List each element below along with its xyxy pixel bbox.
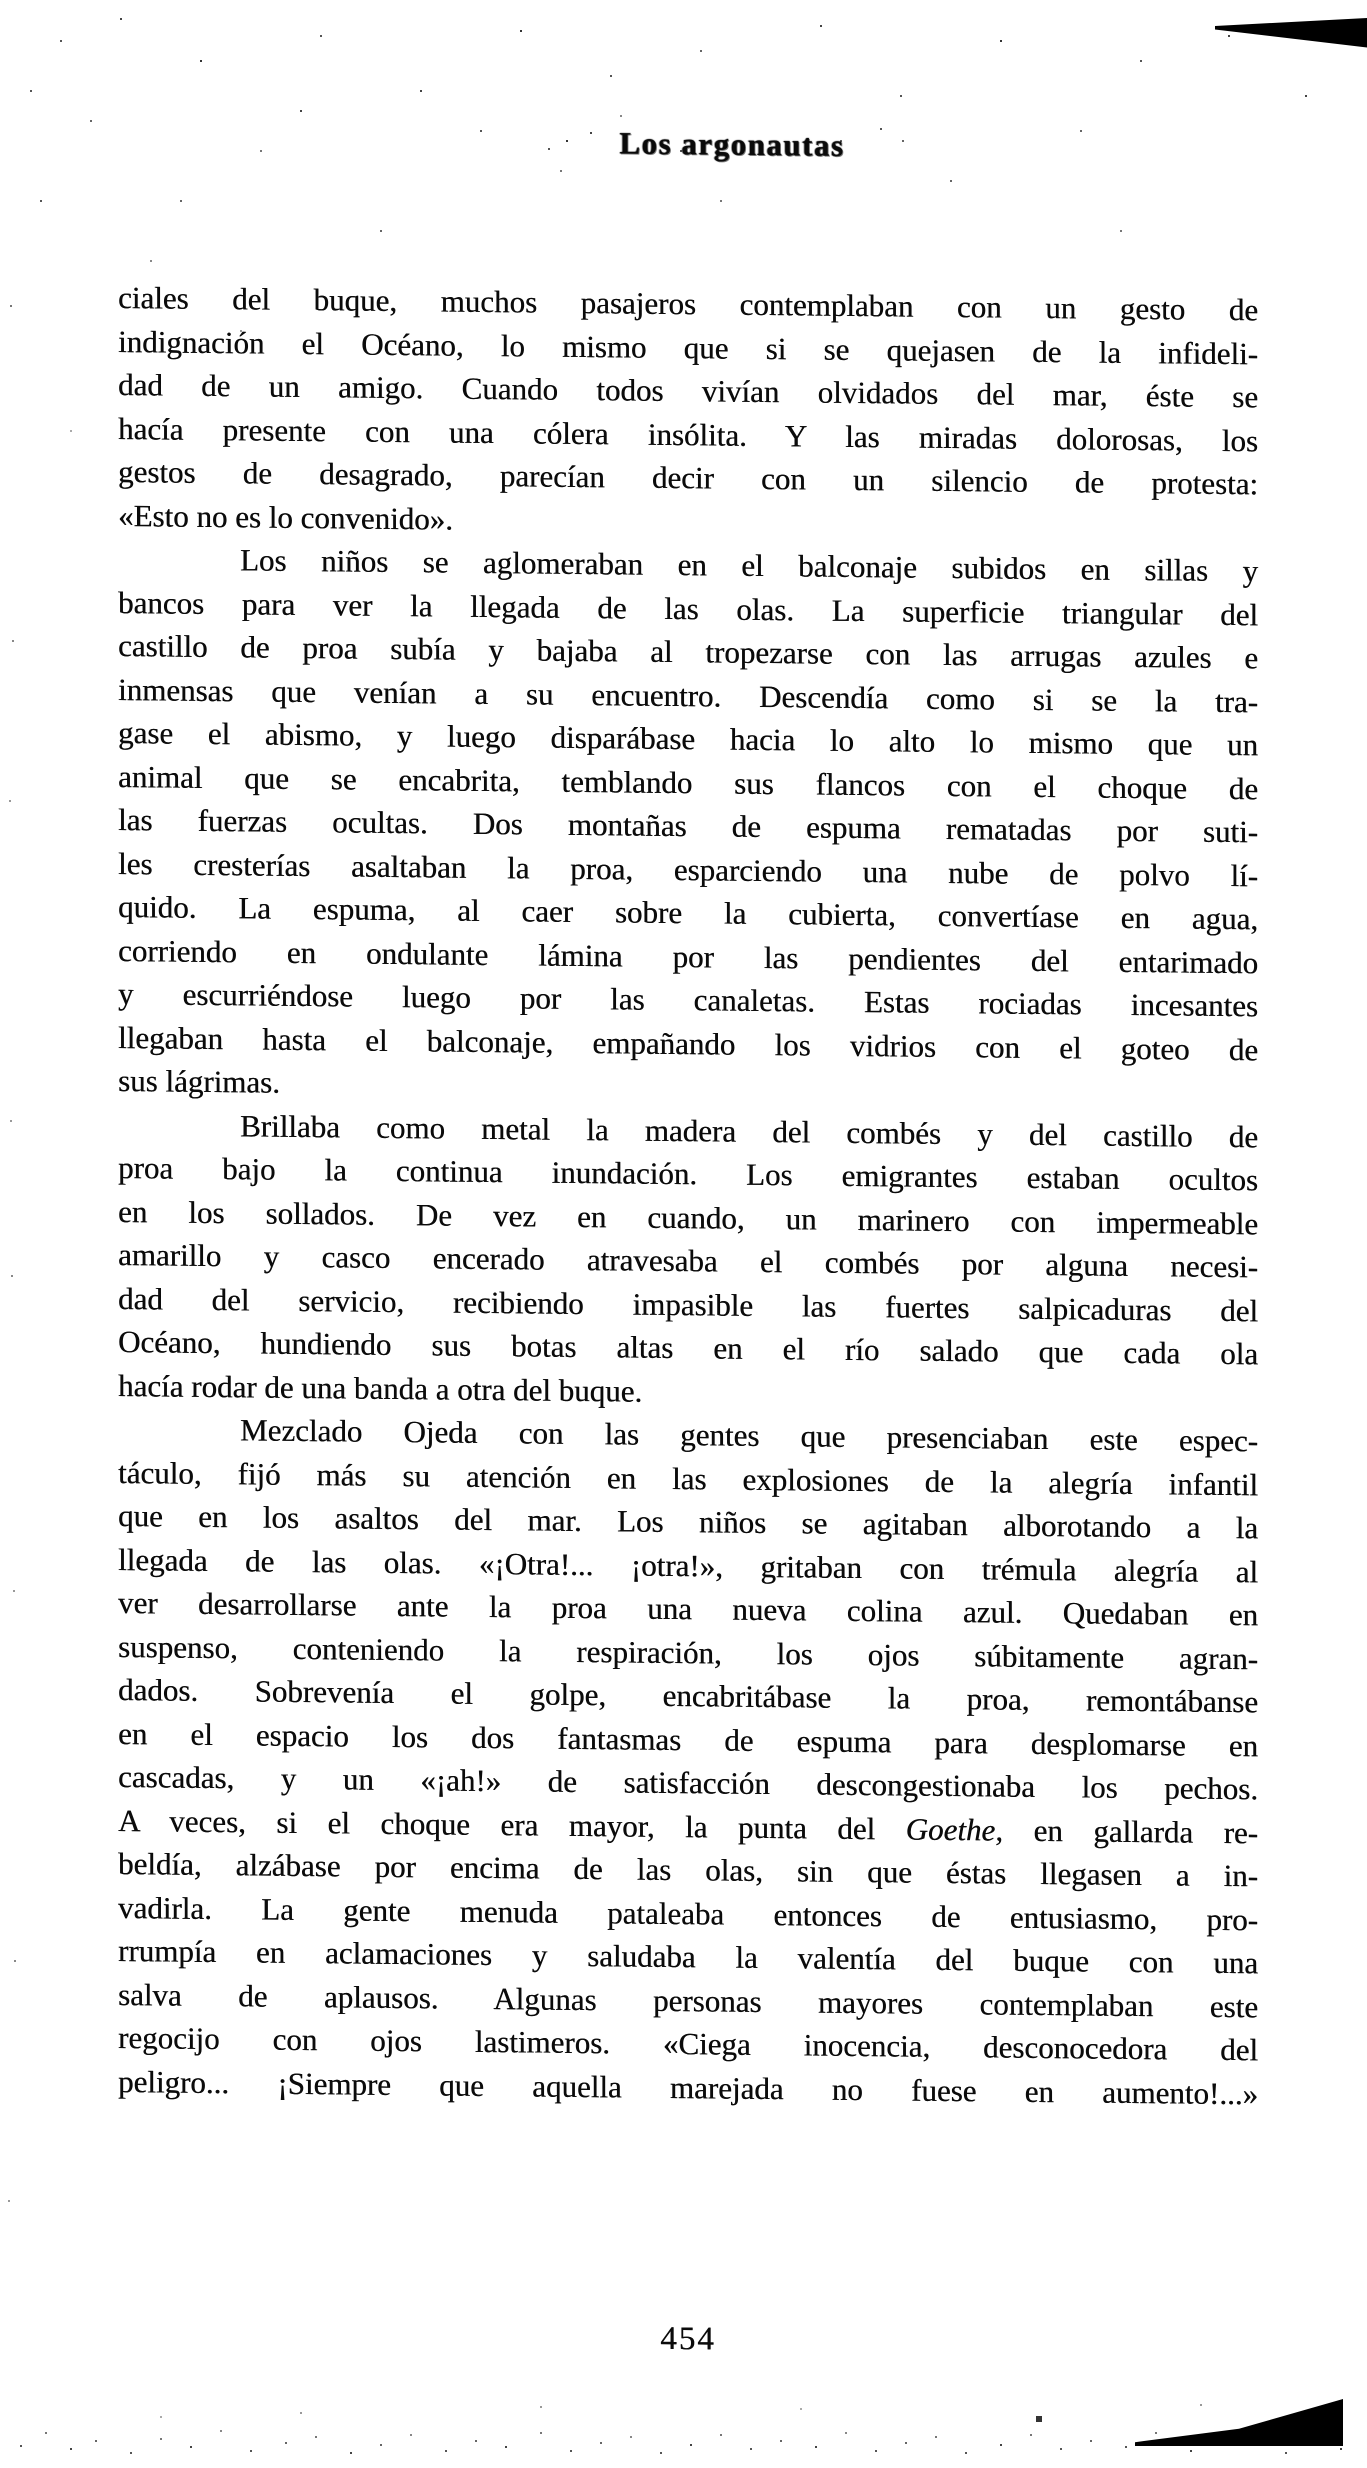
text-line: hacía rodar de una banda a otra del buque. — [118, 1367, 643, 1409]
text-line: castillo de proa subía y bajaba al tropezarse con las arrugas azules e — [118, 628, 1258, 676]
text-line: bancos para ver la llegada de las olas. La superficie triangular del — [118, 584, 1258, 632]
text-line: suspenso, conteniendo la respiración, los ojos súbitamente agran- — [118, 1628, 1258, 1676]
text-line: beldía, alzábase por encima de las olas, sin que éstas llegasen a in- — [118, 1846, 1258, 1894]
text-line: dad de un amigo. Cuando todos vivían olvidados del mar, éste se — [118, 367, 1258, 415]
text-line: cascadas, y un «¡ah!» de satisfacción descongestionaba los pechos. — [118, 1759, 1258, 1807]
paragraph — [118, 537, 1258, 1115]
text-line: en el espacio los dos fantasmas de espuma para desplomarse en — [118, 1715, 1258, 1763]
text-line: dad del servicio, recibiendo impasible las fuertes salpicaduras del — [118, 1280, 1258, 1328]
scan-artifact-bottom-right — [1135, 2399, 1343, 2447]
text-line: regocijo con ojos lastimeros. «Ciega inocencia, desconocedora del — [118, 2020, 1258, 2068]
text-line: amarillo y casco encerado atravesaba el combés por alguna necesi- — [118, 1237, 1258, 1285]
text-line: hacía presente con una cólera insólita. Y las miradas dolorosas, los — [118, 410, 1258, 458]
text-line: Los niños se aglomeraban en el balconaje subidos en sillas y — [240, 542, 1258, 589]
text-line: Mezclado Ojeda con las gentes que presenciaban este espec- — [240, 1412, 1258, 1459]
paragraph — [118, 1407, 1258, 2115]
running-head-title: Los argonautas — [619, 125, 845, 163]
text-line: les cresterías asaltaban la proa, esparciendo una nube de polvo lí- — [118, 845, 1258, 893]
text-line: dados. Sobrevenía el golpe, encabritábase la proa, remontábanse — [118, 1672, 1258, 1720]
text-line: gestos de desagrado, parecían decir con un silencio de protesta: — [118, 454, 1258, 502]
text-line: quido. La espuma, al caer sobre la cubierta, convertíase en agua, — [118, 889, 1258, 937]
page-content — [118, 120, 1258, 2364]
text-line: Brillaba como metal la madera del combés y del castillo de — [240, 1107, 1258, 1154]
text-line: y escurriéndose luego por las canaletas. Estas rociadas incesantes — [118, 976, 1258, 1024]
text-line: llegaban hasta el balconaje, empañando los vidrios con el goteo de — [118, 1019, 1258, 1067]
text-line: vadirla. La gente menuda pataleaba entonces de entusiasmo, pro- — [118, 1889, 1258, 1937]
body-text — [118, 276, 1258, 2115]
scan-noise-bottom — [0, 0, 2, 2]
text-line: en los sollados. De vez en cuando, un marinero con impermeable — [118, 1193, 1258, 1241]
text-line: salva de aplausos. Algunas personas mayores contemplaban este — [118, 1976, 1258, 2024]
text-line: gase el abismo, y luego disparábase hacia lo alto lo mismo que un — [118, 715, 1258, 763]
text-line: corriendo en ondulante lámina por las pendientes del entarimado — [118, 932, 1258, 980]
text-line: táculo, fijó más su atención en las explosiones de la alegría infantil — [118, 1454, 1258, 1502]
text-line: inmensas que venían a su encuentro. Descendía como si se la tra- — [118, 671, 1258, 719]
text-line: Océano, hundiendo sus botas altas en el río salado que cada ola — [118, 1324, 1258, 1372]
text-line: «Esto no es lo convenido». — [118, 497, 453, 537]
text-line: rrumpía en aclamaciones y saludaba la valentía del buque con una — [118, 1933, 1258, 1981]
text-line: sus lágrimas. — [118, 1063, 280, 1100]
paragraph — [118, 276, 1258, 549]
scan-artifact-top-right — [1215, 18, 1367, 50]
paragraph — [118, 1103, 1258, 1420]
text-line: que en los asaltos del mar. Los niños se agitaban alborotando a la — [118, 1498, 1258, 1546]
text-line: proa bajo la continua inundación. Los emigrantes estaban ocultos — [118, 1150, 1258, 1198]
text-line: A veces, si el choque era mayor, la punta del Goethe, en gallarda re- — [118, 1802, 1258, 1850]
text-line: ver desarrollarse ante la proa una nueva colina azul. Quedaban en — [118, 1585, 1258, 1633]
page-number: 454 — [660, 2320, 716, 2358]
text-line: llegada de las olas. «¡Otra!... ¡otra!», gritaban con trémula alegría al — [118, 1541, 1258, 1589]
text-line: las fuerzas ocultas. Dos montañas de espuma rematadas por suti- — [118, 802, 1258, 850]
text-line: peligro... ¡Siempre que aquella marejada no fuese en aumento!...» — [118, 2063, 1258, 2111]
text-line: animal que se encabrita, temblando sus flancos con el choque de — [118, 758, 1258, 806]
text-line: ciales del buque, muchos pasajeros contemplaban con un gesto de — [118, 280, 1258, 328]
text-line: indignación el Océano, lo mismo que si se quejasen de la infideli- — [118, 323, 1258, 371]
